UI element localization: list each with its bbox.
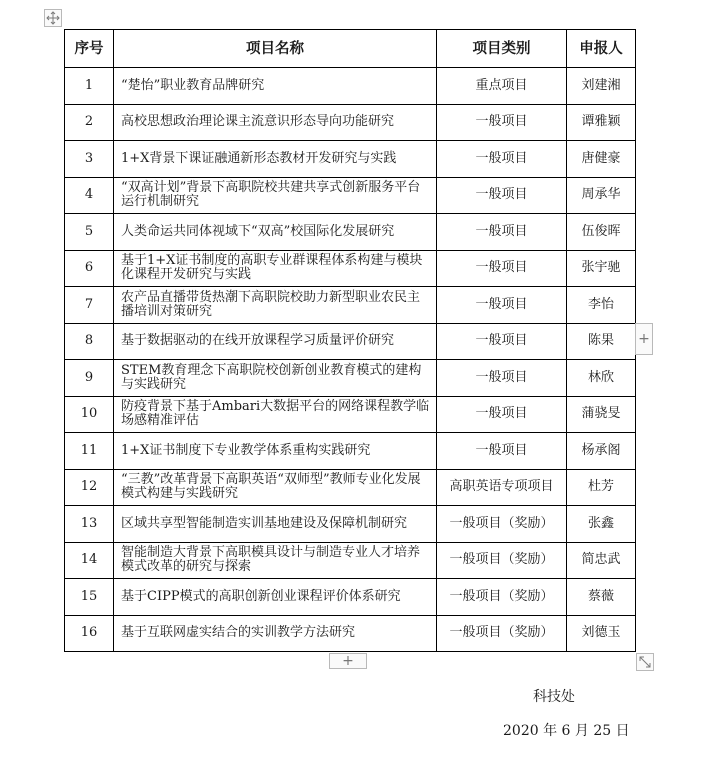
cell-applicant: 伍俊晖 [567,214,636,251]
table-header-row [65,30,636,68]
table-resize-handle[interactable] [636,653,654,671]
issuing-department: 科技处 [533,689,575,705]
cell-applicant: 蔡薇 [567,579,636,616]
cell-project-name: “三教”改革背景下高职英语“双师型”教师专业化发展模式构建与实践研究 [114,469,437,506]
cell-category: 一般项目 [437,177,567,214]
cell-project-name: 1+X背景下课证融通新形态教材开发研究与实践 [114,141,437,178]
resize-diagonal-icon [639,656,651,668]
cell-category: 一般项目 [437,250,567,287]
cell-applicant: 刘德玉 [567,615,636,652]
cell-no: 13 [65,506,114,543]
cell-applicant: 简忠武 [567,542,636,579]
cell-no: 14 [65,542,114,579]
cell-category: 一般项目（奖励） [437,542,567,579]
table-row [65,469,636,506]
table-row [65,579,636,616]
cell-category: 一般项目 [437,287,567,324]
header-no: 序号 [65,30,114,68]
move-arrows-icon [46,11,60,25]
cell-category: 一般项目 [437,214,567,251]
cell-project-name: 1+X证书制度下专业教学体系重构实践研究 [114,433,437,470]
cell-applicant: 周承华 [567,177,636,214]
cell-category: 一般项目 [437,360,567,397]
cell-no: 2 [65,104,114,141]
table-row [65,250,636,287]
cell-no: 11 [65,433,114,470]
table-row [65,323,636,360]
add-column-button[interactable] [635,323,653,355]
cell-no: 9 [65,360,114,397]
cell-no: 3 [65,141,114,178]
plus-icon: + [342,653,354,669]
cell-no: 16 [65,615,114,652]
cell-category: 高职英语专项项目 [437,469,567,506]
cell-project-name: 区域共享型智能制造实训基地建设及保障机制研究 [114,506,437,543]
cell-no: 15 [65,579,114,616]
table-move-handle[interactable] [44,9,62,27]
cell-project-name: “双高计划”背景下高职院校共建共享式创新服务平台运行机制研究 [114,177,437,214]
cell-project-name: “楚怡”职业教育品牌研究 [114,68,437,105]
table-row [65,141,636,178]
table-row [65,433,636,470]
cell-category: 一般项目 [437,433,567,470]
cell-category: 重点项目 [437,68,567,105]
table-row [65,177,636,214]
cell-no: 4 [65,177,114,214]
header-name: 项目名称 [114,30,437,68]
cell-project-name: 智能制造大背景下高职模具设计与制造专业人才培养模式改革的研究与探索 [114,542,437,579]
table-row [65,104,636,141]
cell-project-name: 防疫背景下基于Ambari大数据平台的网络课程教学临场感精准评估 [114,396,437,433]
cell-no: 1 [65,68,114,105]
cell-applicant: 杨承阁 [567,433,636,470]
table-row [65,396,636,433]
table-body [65,68,636,652]
issue-date: 2020 年 6 月 25 日 [503,723,630,739]
cell-category: 一般项目 [437,323,567,360]
add-row-button[interactable] [329,653,367,669]
cell-no: 5 [65,214,114,251]
table-row [65,68,636,105]
cell-category: 一般项目 [437,104,567,141]
cell-project-name: 人类命运共同体视域下“双高”校国际化发展研究 [114,214,437,251]
cell-project-name: 基于1+X证书制度的高职专业群课程体系构建与模块化课程开发研究与实践 [114,250,437,287]
cell-category: 一般项目（奖励） [437,506,567,543]
cell-project-name: 基于CIPP模式的高职创新创业课程评价体系研究 [114,579,437,616]
table-row [65,615,636,652]
cell-no: 12 [65,469,114,506]
cell-applicant: 蒲骁旻 [567,396,636,433]
header-applicant: 申报人 [567,30,636,68]
table-row [65,360,636,397]
cell-project-name: 农产品直播带货热潮下高职院校助力新型职业农民主播培训对策研究 [114,287,437,324]
plus-icon: + [638,331,650,347]
cell-applicant: 张鑫 [567,506,636,543]
table-row [65,542,636,579]
cell-no: 7 [65,287,114,324]
cell-applicant: 谭雅颖 [567,104,636,141]
cell-no: 10 [65,396,114,433]
cell-applicant: 陈果 [567,323,636,360]
cell-project-name: 基于数据驱动的在线开放课程学习质量评价研究 [114,323,437,360]
header-category: 项目类别 [437,30,567,68]
cell-applicant: 李怡 [567,287,636,324]
cell-project-name: 高校思想政治理论课主流意识形态导向功能研究 [114,104,437,141]
cell-project-name: 基于互联网虚实结合的实训教学方法研究 [114,615,437,652]
table-row [65,287,636,324]
cell-category: 一般项目 [437,396,567,433]
cell-no: 8 [65,323,114,360]
cell-category: 一般项目（奖励） [437,579,567,616]
cell-applicant: 张宇驰 [567,250,636,287]
table-row [65,214,636,251]
cell-project-name: STEM教育理念下高职院校创新创业教育模式的建构与实践研究 [114,360,437,397]
project-table [64,29,636,652]
table-row [65,506,636,543]
cell-applicant: 杜芳 [567,469,636,506]
cell-applicant: 刘建湘 [567,68,636,105]
cell-no: 6 [65,250,114,287]
cell-applicant: 唐健豪 [567,141,636,178]
cell-category: 一般项目（奖励） [437,615,567,652]
cell-category: 一般项目 [437,141,567,178]
cell-applicant: 林欣 [567,360,636,397]
